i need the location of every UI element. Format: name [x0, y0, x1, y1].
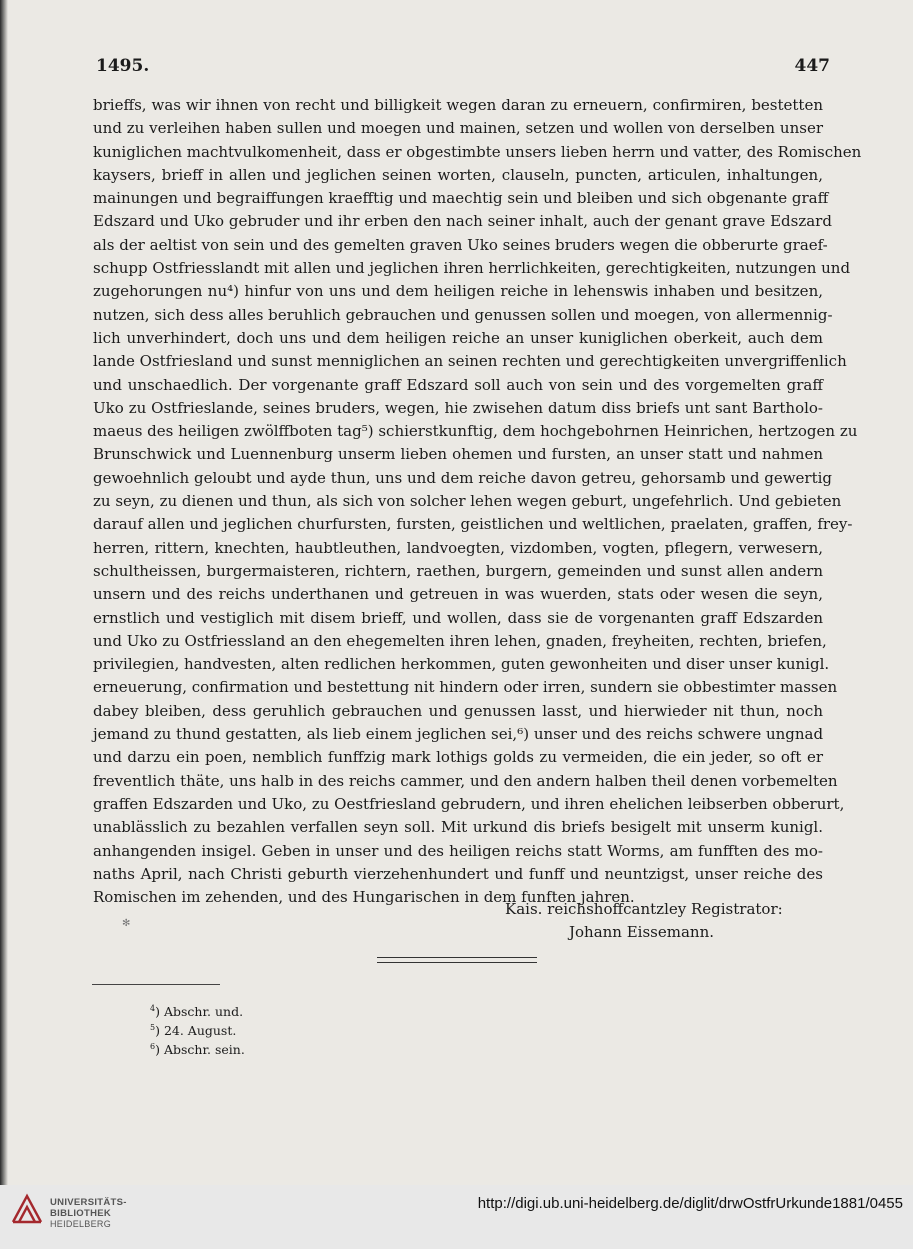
footnote-mark: 4 — [150, 1003, 156, 1013]
text-line: brieffs, was wir ihnen von recht und billigkeit wegen daran zu erneuern, confirmiren, bestetten — [93, 96, 823, 114]
page-edge-shadow — [0, 0, 8, 1185]
library-logo-text[interactable] — [50, 1197, 127, 1230]
ink-smudge: ✻ — [122, 918, 131, 929]
text-line: privilegien, handvesten, alten redlichen herkommen, guten gewonheiten und diser unser kunigl. — [93, 655, 830, 674]
footnote-text: 24. August. — [163, 1023, 237, 1038]
text-line: unablässlich zu bezahlen verfallen seyn soll. Mit urkund dis briefs besigelt mit unserm kunigl. — [93, 818, 823, 837]
text-line: ernstlich und vestiglich mit disem brieff, und wollen, dass sie de vorgenanten graff Edszarden — [93, 608, 823, 627]
text-line: zu seyn, zu dienen und thun, als sich von solcher lehen wegen geburt, ungefehrlich. Und gebieten — [93, 492, 842, 511]
text-line: herren, rittern, knechten, haubtleuthen, landvoegten, vizdomben, vogten, pflegern, verwesern, — [93, 538, 823, 557]
text-line: zugehorungen nu⁴) hinfur von uns und dem heiligen reiche in lehenswis inhaben und besitzen, — [93, 282, 823, 301]
text-line: und unschaedlich. Der vorgenante graff Edszard soll auch von sein und des vorgemelten graff — [93, 375, 823, 394]
logo-line-2: BIBLIOTHEK — [50, 1208, 112, 1219]
document-body — [93, 94, 862, 909]
text-line: nutzen, sich dess alles beruhlich gebrauchen und genussen sollen und moegen, von allermennig- — [93, 305, 833, 324]
text-line: schupp Ostfriesslandt mit allen und jeglichen ihren herrlichkeiten, gerechtigkeiten, nutzungen und — [93, 259, 851, 278]
text-line: Uko zu Ostfrieslande, seines bruders, wegen, hie zwisehen datum diss briefs unt sant Bartholo- — [93, 398, 823, 417]
footnotes — [150, 1002, 245, 1059]
logo-line-1: UNIVERSITÄTS- — [50, 1197, 127, 1208]
footnote-separator — [92, 984, 220, 985]
header-page-number: 447 — [794, 56, 830, 76]
text-line: Romischen im zehenden, und des Hungarischen in dem funften jahren. — [93, 888, 635, 907]
source-url-link[interactable]: http://digi.ub.uni-heidelberg.de/diglit/drwOstfrUrkunde1881/0455 — [477, 1195, 903, 1212]
footnote-text: Abschr. und. — [163, 1004, 244, 1019]
text-line: freventlich thäte, uns halb in des reichs cammer, und den andern halben theil denen vorbemelten — [93, 771, 838, 790]
text-line: Edszard und Uko gebruder und ihr erben den nach seiner inhalt, auch der genant grave Edszard — [93, 212, 832, 231]
text-line: als der aeltist von sein und des gemelten graven Uko seines bruders wegen die obberurte graef- — [93, 235, 828, 254]
text-line: anhangenden insigel. Geben in unser und des heiligen reichs statt Worms, am funfften des mo- — [93, 841, 823, 860]
text-line: lich unverhindert, doch uns und dem heiligen reiche an unser kuniglichen oberkeit, auch dem — [93, 328, 823, 347]
signature-registrar-line: Kais. reichshoffcantzley Registrator: — [505, 900, 783, 918]
section-divider — [377, 957, 537, 963]
text-line: graffen Edszarden und Uko, zu Oestfriesland gebrudern, und ihren ehelichen leibserben obberurt, — [93, 794, 845, 813]
text-line: und zu verleihen haben sullen und moegen und mainen, setzen und wollen von derselben unser — [93, 119, 823, 138]
text-line: und darzu ein poen, nemblich funffzig mark lothigs golds zu vermeiden, die ein jeder, so oft er — [93, 748, 823, 767]
text-line: naths April, nach Christi geburth vierzehenhundert und funff und neuntzigst, unser reiche des — [93, 864, 823, 883]
text-line: darauf allen und jeglichen churfursten, fursten, geistlichen und weltlichen, praelaten, graffen, frey- — [93, 515, 853, 534]
text-line: unsern und des reichs underthanen und getreuen in was wuerden, stats oder wesen die seyn, — [93, 585, 823, 604]
running-header — [96, 56, 830, 76]
text-line: und Uko zu Ostfriessland an den ehegemelten ihren lehen, gnaden, freyheiten, rechten, briefen, — [93, 631, 827, 650]
text-line: maeus des heiligen zwölffboten tag⁵) schierstkunftig, dem hochgebohrnen Heinrichen, hertzogen zu — [93, 422, 858, 441]
text-line: erneuerung, confirmation und bestettung nit hindern oder irren, sundern sie obbestimter massen — [93, 678, 838, 697]
footnote-text: Abschr. sein. — [163, 1042, 245, 1057]
footnote: $^5$) 24. August. — [150, 1022, 237, 1038]
header-year: 1495. — [96, 56, 150, 76]
text-line: lande Ostfriesland und sunst menniglichen an seinen rechten und gerechtigkeiten unvergriffenlich — [93, 352, 847, 371]
footnote-mark: 5 — [150, 1022, 156, 1032]
text-line: kuniglichen machtvulkomenheit, dass er obgestimbte unsers lieben herrn und vatter, des Romischen — [93, 142, 862, 161]
library-logo-icon[interactable] — [10, 1192, 44, 1226]
text-line: schultheissen, burgermaisteren, richtern, raethen, burgern, gemeinden und sunst allen andern — [93, 561, 823, 580]
text-line: mainungen und begraiffungen kraefftig und maechtig sein und bleiben und sich obgenante graff — [93, 189, 829, 208]
logo-line-3: HEIDELBERG — [50, 1219, 112, 1229]
footnote: $^6$) Abschr. sein. — [150, 1041, 245, 1057]
signature-name-line: Johann Eissemann. — [569, 923, 715, 941]
text-line: jemand zu thund gestatten, als lieb einem jeglichen sei,⁶) unser und des reichs schwere ungnad — [93, 725, 824, 744]
text-line: kaysers, brieff in allen und jeglichen seinen worten, clauseln, puncten, articulen, inhaltungen, — [93, 165, 823, 184]
text-line: dabey bleiben, dess geruhlich gebrauchen und genussen lasst, und hierwieder nit thun, noch — [93, 701, 823, 720]
text-line: gewoehnlich geloubt und ayde thun, uns und dem reiche davon getreu, gehorsamb und gewertig — [93, 468, 833, 487]
text-line: Brunschwick und Luennenburg unserm lieben ohemen und fursten, an unser statt und nahmen — [93, 445, 823, 464]
footnote: $^4$) Abschr. und. — [150, 1003, 244, 1019]
footnote-mark: 6 — [150, 1041, 156, 1051]
